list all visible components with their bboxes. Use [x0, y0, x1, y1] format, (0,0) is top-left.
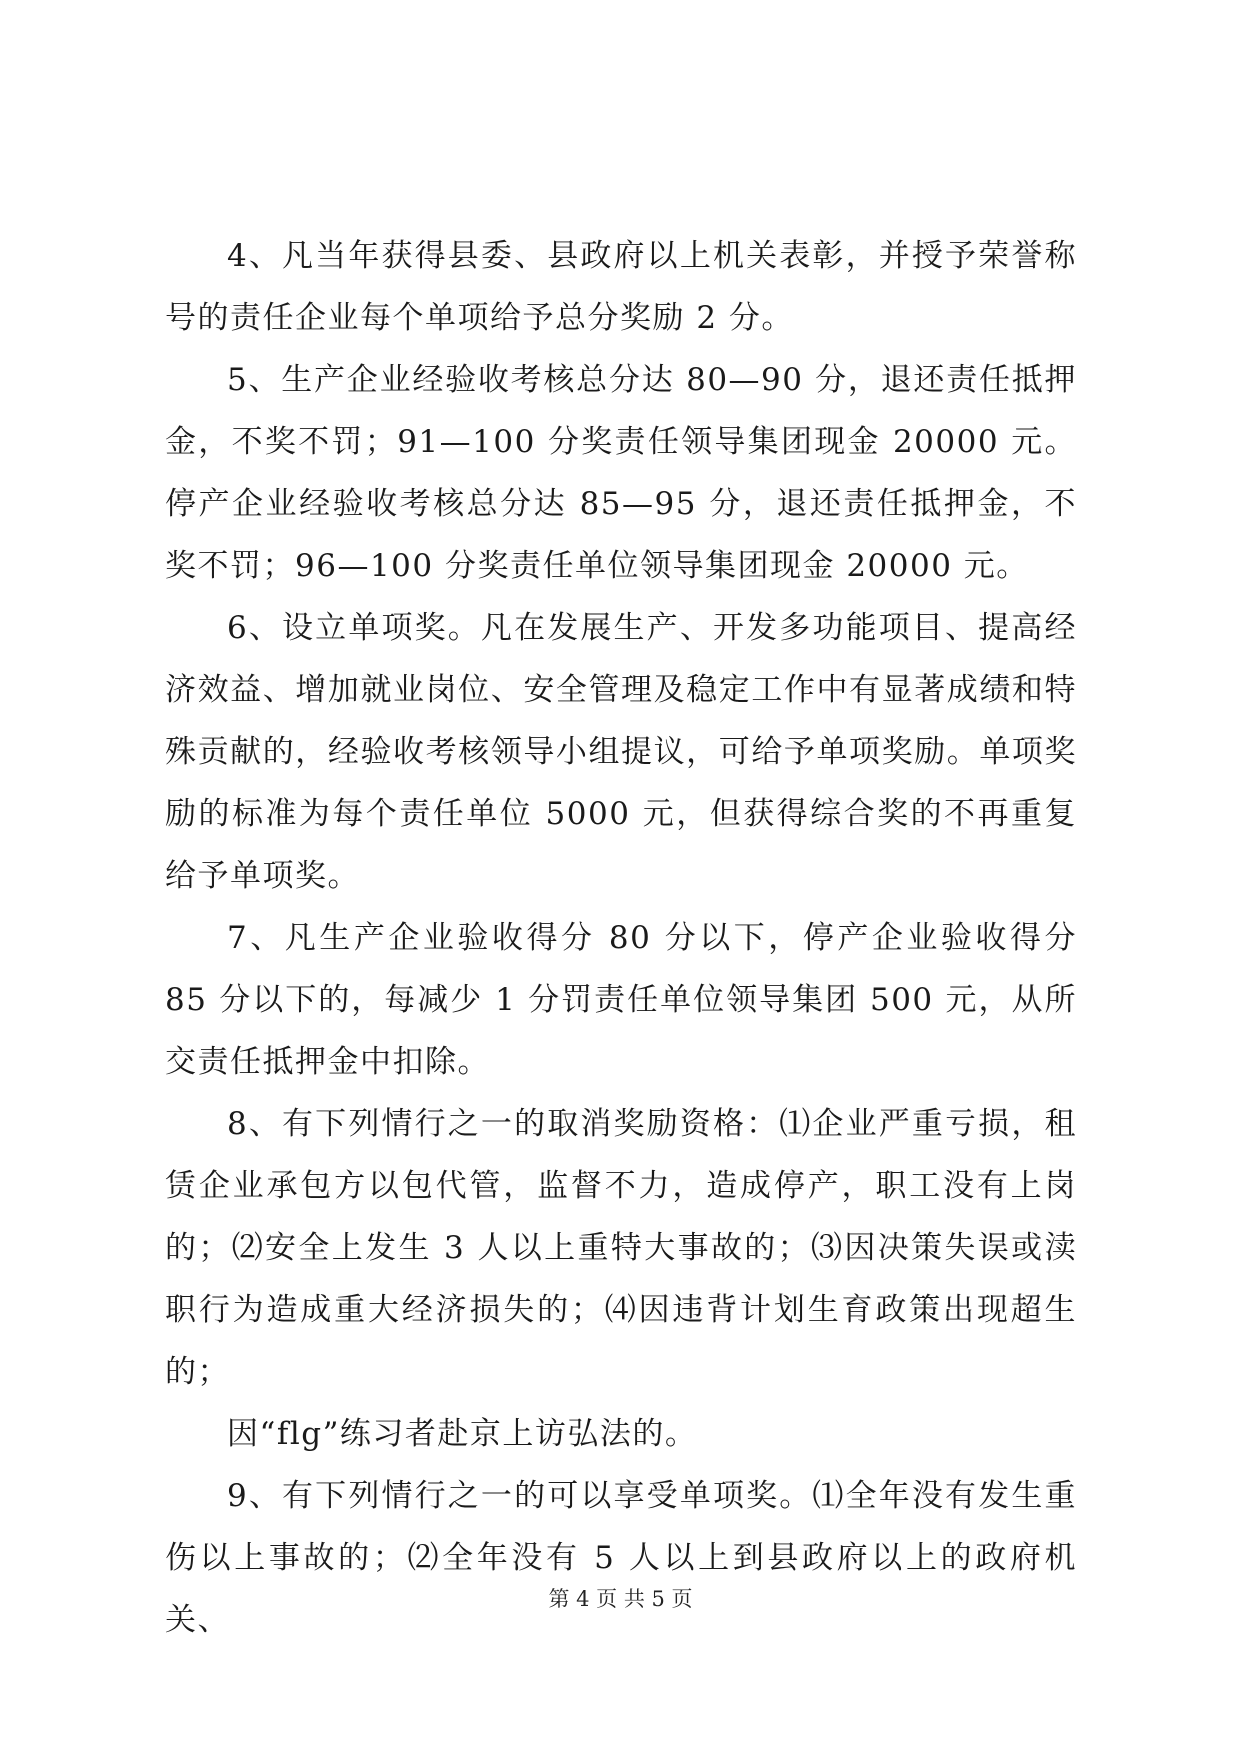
paragraph-item-9: 9、有下列情行之一的可以享受单项奖。⑴全年没有发生重伤以上事故的；⑵全年没有 5 人以上到县政府以上的政府机关、 [165, 1478, 1077, 1638]
page-number: 第 4 页 共 5 页 [548, 1587, 693, 1611]
paragraph-item-7: 7、凡生产企业验收得分 80 分以下，停产企业验收得分 85 分以下的，每减少 1 分罚责任单位领导集团 500 元，从所交责任抵押金中扣除。 [165, 920, 1077, 1080]
paragraph-item-6: 6、设立单项奖。凡在发展生产、开发多功能项目、提高经济效益、增加就业岗位、安全管理及稳定工作中有显著成绩和特殊贡献的，经验收考核领导小组提议，可给予单项奖励。单项奖励的标准为每个责任单位 5000 元，但获得综合奖的不再重复给予单项奖。 [165, 610, 1077, 894]
paragraph-item-8: 8、有下列情行之一的取消奖励资格：⑴企业严重亏损，租赁企业承包方以包代管，监督不力，造成停产，职工没有上岗的；⑵安全上发生 3 人以上重特大事故的；⑶因决策失误或渎职行为造成重大经济损失的；⑷因违背计划生育政策出现超生的； [165, 1106, 1077, 1390]
paragraph-continuation: 因“flg”练习者赴京上访弘法的。 [227, 1416, 698, 1452]
paragraph-item-4: 4、凡当年获得县委、县政府以上机关表彰，并授予荣誉称号的责任企业每个单项给予总分奖励 2 分。 [165, 238, 1077, 336]
paragraph-item-5: 5、生产企业经验收考核总分达 80—90 分，退还责任抵押金，不奖不罚；91—100 分奖责任领导集团现金 20000 元。停产企业经验收考核总分达 85—95 分，退还责任抵押金，不奖不罚；96—100 分奖责任单位领导集团现金 20000 元。 [165, 362, 1077, 584]
document-body [165, 225, 1077, 1651]
